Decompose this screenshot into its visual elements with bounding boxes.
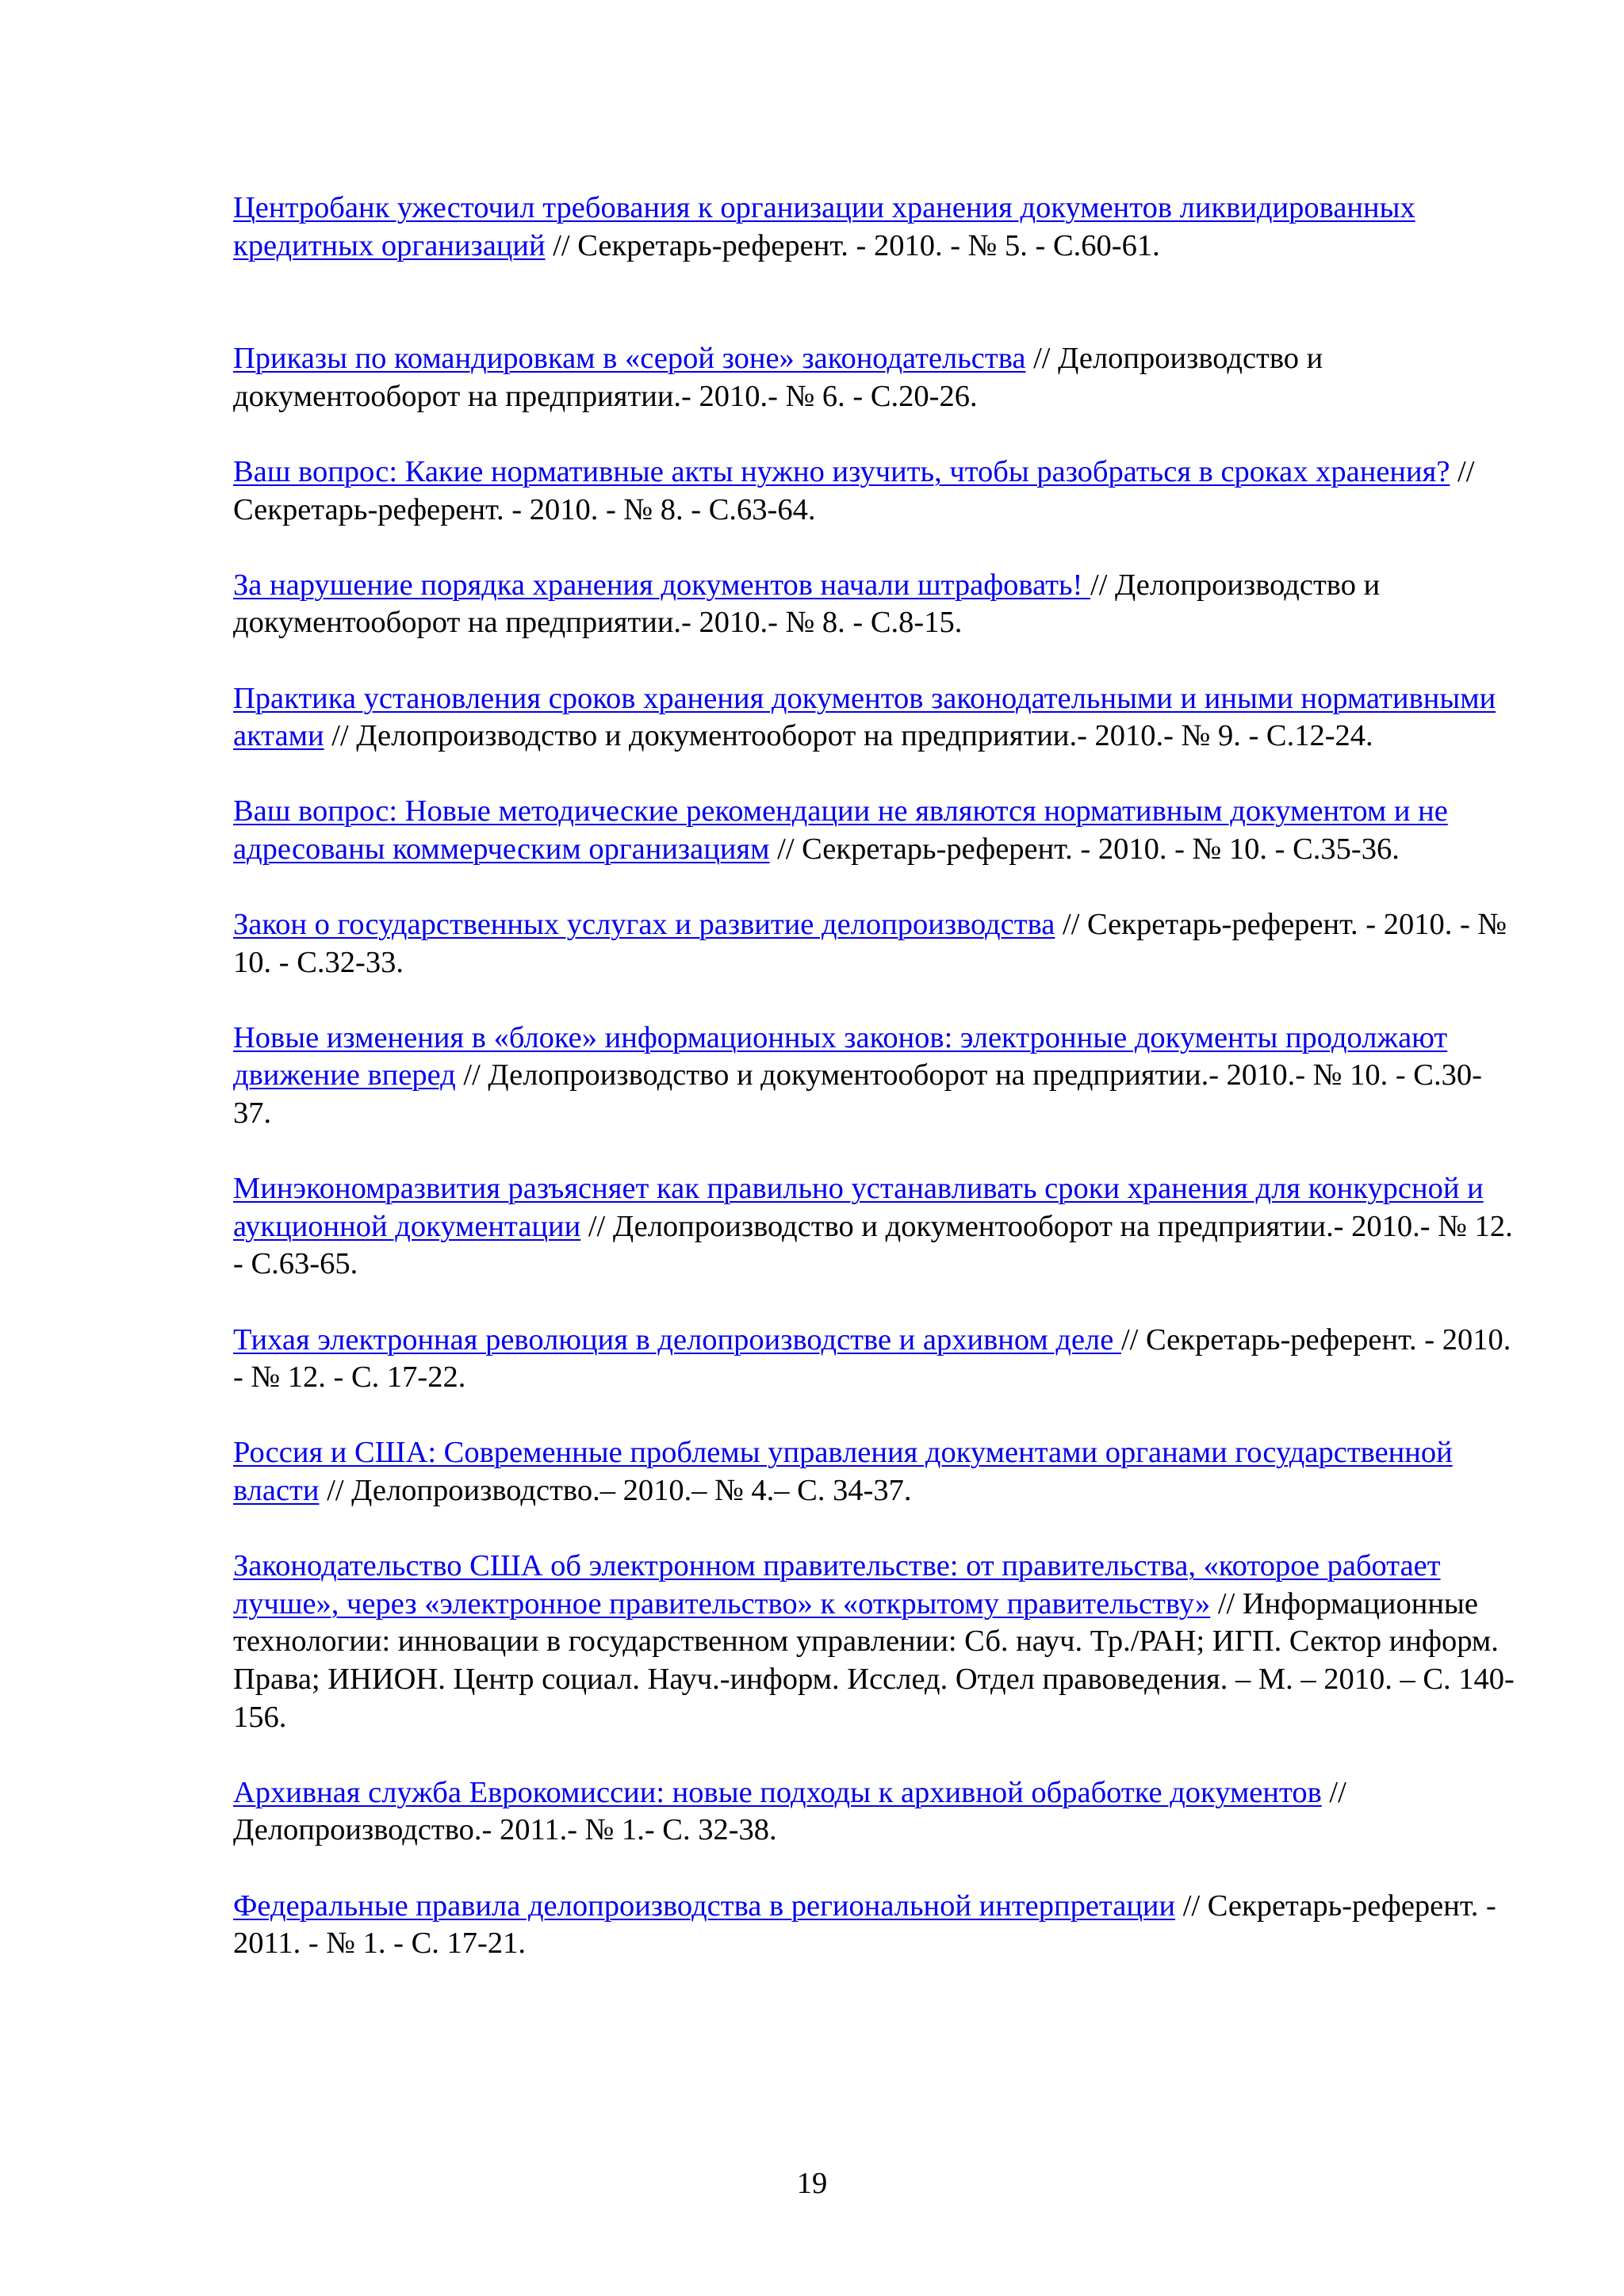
- entry-citation: // Информационные технологии: инновации в государственном управлении: Сб. науч. Тр./РАН; ИГП. Сектор информ. Права; ИНИОН. Центр социал. Науч.-информ. Исслед. Отдел правоведения. – М. – 2010. – С. 140-156.: [233, 1586, 1515, 1734]
- bibliography-entry: [233, 793, 1518, 868]
- entry-link[interactable]: Тихая электронная революция в делопроизводстве и архивном деле: [233, 1322, 1121, 1357]
- entry-link[interactable]: Приказы по командировкам в «серой зоне» законодательства: [233, 342, 1026, 376]
- page-number: 19: [796, 2167, 828, 2200]
- entry-citation: // Делопроизводство и документооборот на предприятии.- 2010.- № 12. - С.63-65.: [233, 1209, 1513, 1281]
- entry-citation: // Секретарь-референт. - 2011. - № 1. - С. 17-21.: [233, 1888, 1496, 1961]
- entry-link[interactable]: Ваш вопрос: Какие нормативные акты нужно изучить, чтобы разобраться в сроках хранения?: [233, 454, 1450, 488]
- bibliography-entry: [233, 189, 1518, 265]
- entry-citation: // Делопроизводство и документооборот на предприятии.- 2010.- № 6. - С.20-26.: [233, 342, 1323, 413]
- entry-link[interactable]: Ваш вопрос: Новые методические рекомендации не являются нормативным документом и не адресованы коммерческим организациям: [233, 794, 1448, 866]
- entry-link[interactable]: Закон о государственных услугах и развитие делопроизводства: [233, 908, 1055, 942]
- entry-citation: // Делопроизводство.– 2010.– № 4.– С. 34-37.: [319, 1474, 912, 1507]
- bibliography-entry: [233, 680, 1518, 756]
- entry-citation: // Секретарь-референт. - 2010. - № 12. - С. 17-22.: [233, 1322, 1511, 1395]
- entry-citation: // Делопроизводство и документооборот на предприятии.- 2010.- № 9. - С.12-24.: [324, 719, 1373, 753]
- bibliography-entry: [233, 1888, 1518, 1963]
- entry-citation: // Делопроизводство и документооборот на предприятии.- 2010.- № 8. - С.8-15.: [233, 568, 1381, 640]
- entry-link[interactable]: За нарушение порядка хранения документов начали штрафовать!: [233, 568, 1091, 602]
- entry-citation: // Делопроизводство.- 2011.- № 1.- С. 32-38.: [233, 1775, 1346, 1847]
- bibliography-entry: [233, 453, 1518, 529]
- entry-citation: // Секретарь-референт. - 2010. - № 10. - С.32-33.: [233, 908, 1507, 979]
- entry-link[interactable]: Законодательство США об электронном правительстве: от правительства, «которое работает лучше», через «электронное правительство» к «открытому правительству»: [233, 1549, 1441, 1621]
- entry-link[interactable]: Центробанк ужесточил требования к организации хранения документов ликвидированных кредитных организаций: [233, 191, 1415, 262]
- entry-link[interactable]: Федеральные правила делопроизводства в региональной интерпретации: [233, 1888, 1176, 1923]
- entry-citation: // Делопроизводство и документооборот на предприятии.- 2010.- № 10. - С.30-37.: [233, 1058, 1482, 1131]
- entry-link[interactable]: Архивная служба Еврокомиссии: новые подходы к архивной обработке документов: [233, 1775, 1322, 1809]
- bibliography-entry: [233, 1548, 1518, 1736]
- bibliography-entry: [233, 340, 1518, 415]
- bibliography-entry: [233, 1170, 1518, 1284]
- bibliography-entry: [233, 906, 1518, 982]
- bibliography-entry: [233, 1322, 1518, 1397]
- entry-citation: // Секретарь-референт. - 2010. - № 5. - С.60-61.: [545, 228, 1160, 262]
- entry-citation: // Секретарь-референт. - 2010. - № 10. - С.35-36.: [769, 832, 1400, 866]
- entry-citation: // Секретарь-референт. - 2010. - № 8. - С.63-64.: [233, 454, 1475, 526]
- entry-link[interactable]: Россия и США: Современные проблемы управления документами органами государственной власти: [233, 1436, 1453, 1507]
- bibliography-entry: [233, 1434, 1518, 1510]
- entry-link[interactable]: Практика установления сроков хранения документов законодательными и иными нормативными актами: [233, 681, 1496, 753]
- bibliography-entry: [233, 567, 1518, 642]
- entry-link[interactable]: Минэкономразвития разъясняет как правильно устанавливать сроки хранения для конкурсной и аукционной документации: [233, 1172, 1484, 1243]
- bibliography-list: [233, 189, 1518, 1963]
- bibliography-entry: [233, 1774, 1518, 1850]
- entry-link[interactable]: Новые изменения в «блоке» информационных законов: электронные документы продолжают движение вперед: [233, 1020, 1448, 1093]
- bibliography-entry: [233, 1020, 1518, 1133]
